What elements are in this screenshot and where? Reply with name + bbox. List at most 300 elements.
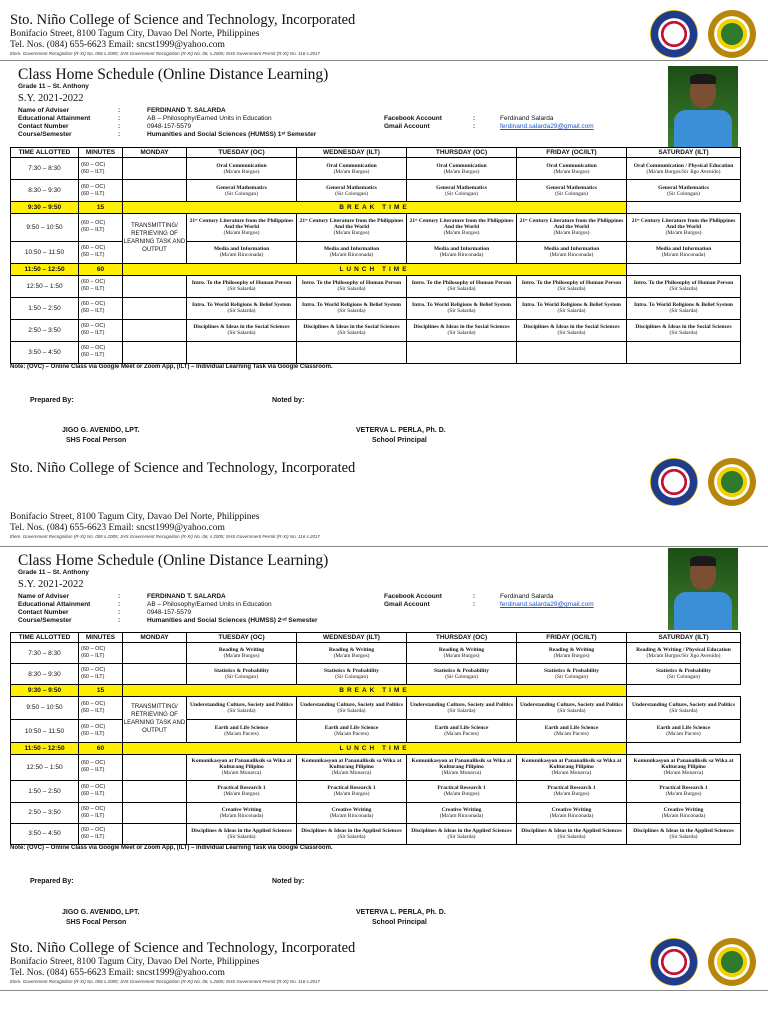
teacher-name: (Ma'am Burgos) <box>665 791 702 798</box>
subject-name: Intro. To the Philosophy of Human Person <box>301 280 402 287</box>
class-cell <box>627 754 741 781</box>
class-cell <box>407 158 517 180</box>
section-name: Grade 11 – St. Anthony <box>18 569 89 576</box>
teacher-name: (Ma'am Burgos) <box>553 653 590 660</box>
subject-name: Disciplines & Ideas in the Applied Sciences <box>411 827 512 834</box>
colon: : <box>473 601 476 608</box>
subject-name: Oral Communication <box>216 162 267 169</box>
monday-cell <box>123 664 187 685</box>
subject-name: General Mathematics <box>326 184 377 191</box>
school-year: S.Y. 2021-2022 <box>18 93 84 104</box>
class-cell <box>297 319 407 341</box>
table-row <box>11 319 741 341</box>
header-divider <box>0 60 768 61</box>
schedule-title: Class Home Schedule (Online Distance Learning) <box>18 66 329 83</box>
minutes-cell <box>79 341 123 363</box>
teacher-name: (Ma'am Monarca) <box>551 770 592 777</box>
lunch-row <box>11 743 741 754</box>
class-cell <box>187 781 297 802</box>
minutes-cell <box>79 696 123 719</box>
table-row <box>11 664 741 685</box>
class-cell <box>407 275 517 297</box>
column-header: THURSDAY (OC) <box>407 633 517 643</box>
subject-name: General Mathematics <box>216 184 267 191</box>
subject-name: Oral Communication <box>436 162 487 169</box>
column-header: TIME ALLOTTED <box>11 633 79 643</box>
teacher-name: (Sir Salarda) <box>447 330 476 337</box>
class-cell <box>517 664 627 685</box>
teacher-name: (Sir Salarda) <box>557 286 586 293</box>
class-cell <box>517 213 627 241</box>
minutes-ilt: (60 – ILT) <box>81 812 105 819</box>
class-cell <box>627 341 741 363</box>
class-cell <box>627 213 741 241</box>
class-cell <box>187 696 297 719</box>
subject-name: Creative Writing <box>551 806 592 813</box>
time-cell: 10:50 – 11:50 <box>11 241 79 263</box>
minutes-cell <box>79 158 123 180</box>
school-seal-icon <box>708 458 756 506</box>
minutes-oc: (60 – OC) <box>81 667 106 674</box>
time-cell: 12:50 – 1:50 <box>11 275 79 297</box>
colon: : <box>473 123 476 130</box>
class-cell <box>517 180 627 202</box>
teacher-name: (Sir Colongan) <box>667 190 700 197</box>
colon: : <box>118 609 121 616</box>
subject-name: 21ˢᵗ Century Literature from the Philippines And the World <box>409 218 514 231</box>
minutes-ilt: (60 – ILT) <box>81 286 105 293</box>
colon: : <box>118 123 121 130</box>
minutes-oc: (60 – OC) <box>81 724 106 731</box>
break-label: BREAK TIME <box>123 685 627 696</box>
subject-name: Earth and Life Science <box>544 725 599 732</box>
minutes-cell <box>79 275 123 297</box>
teacher-name: (Sir Salarda) <box>669 330 698 337</box>
advisor-gmail-link[interactable]: ferdinand.salarda29@gmail.com <box>500 601 594 608</box>
teacher-name: (Sir Salarda) <box>447 833 476 840</box>
minutes-oc: (60 – OC) <box>81 826 106 833</box>
monday-cell <box>123 341 187 363</box>
minutes-oc: (60 – OC) <box>81 760 106 767</box>
class-cell <box>187 297 297 319</box>
teacher-name: (Ma'am Rinconada) <box>329 252 374 259</box>
teacher-name: (Sir Salarda) <box>227 330 256 337</box>
class-cell <box>187 158 297 180</box>
column-header: MONDAY <box>123 633 187 643</box>
subject-name: Earth and Life Science <box>214 725 269 732</box>
subject-name: Media and Information <box>655 246 712 253</box>
teacher-name: (Ma'am Burgos) <box>553 230 590 237</box>
class-cell <box>187 275 297 297</box>
colon: : <box>473 115 476 122</box>
lunch-row <box>11 263 741 275</box>
class-cell <box>627 696 741 719</box>
subject-name: Intro. To World Religions & Belief System <box>192 302 291 309</box>
class-cell <box>517 643 627 664</box>
teacher-name: (Sir Salarda) <box>557 707 586 714</box>
class-cell <box>627 297 741 319</box>
teacher-name: (Ma'am Burgos) <box>443 230 480 237</box>
table-row <box>11 643 741 664</box>
teacher-name: (Sir Colongan) <box>335 190 368 197</box>
time-cell: 7:30 – 8:30 <box>11 158 79 180</box>
class-cell <box>297 341 407 363</box>
class-cell <box>407 213 517 241</box>
course-semester: Humanities and Social Sciences (HUMSS) 2ⁿᵈ Semester <box>147 617 318 624</box>
section-name: Grade 11 – St. Anthony <box>18 83 89 90</box>
table-row <box>11 180 741 202</box>
class-cell <box>407 754 517 781</box>
class-cell <box>297 754 407 781</box>
minutes-cell <box>79 319 123 341</box>
teacher-name: (Ma'am Rinconada) <box>661 252 706 259</box>
subject-name: Statistics & Probability <box>324 668 379 675</box>
class-cell <box>187 802 297 823</box>
subject-name: General Mathematics <box>436 184 487 191</box>
minutes-cell: 60 <box>79 263 123 275</box>
table-row <box>11 213 741 241</box>
class-cell <box>517 158 627 180</box>
time-cell: 8:30 – 9:30 <box>11 180 79 202</box>
preparer-name: JIGO G. AVENIDO, LPT. <box>62 909 140 916</box>
minutes-cell <box>79 802 123 823</box>
noted-by-label: Noted by: <box>272 878 305 885</box>
course-semester: Humanities and Social Sciences (HUMSS) 1ˢᵗ Semester <box>147 131 317 138</box>
class-cell <box>187 213 297 241</box>
table-row <box>11 823 741 844</box>
table-row <box>11 781 741 802</box>
class-cell <box>297 158 407 180</box>
subject-name: Disciplines & Ideas in the Social Sciences <box>635 324 732 331</box>
class-cell <box>297 180 407 202</box>
subject-name: Reading & Writing <box>438 647 485 654</box>
minutes-oc: (60 – OC) <box>81 245 106 252</box>
advisor-contact: 0948-157-5579 <box>147 123 192 130</box>
school-name: Sto. Niño College of Science and Technology, Incorporated <box>10 12 356 28</box>
time-cell: 9:50 – 10:50 <box>11 213 79 241</box>
minutes-ilt: (60 – ILT) <box>81 674 105 681</box>
subject-name: Creative Writing <box>221 806 262 813</box>
class-cell <box>297 823 407 844</box>
monday-cell <box>123 297 187 319</box>
minutes-cell: 60 <box>79 743 123 754</box>
subject-name: Creative Writing <box>331 806 372 813</box>
table-header-row <box>11 148 741 158</box>
subject-name: Komunikasyon at Pananaliksik sa Wika at Kulturang Pilipino <box>301 758 402 771</box>
class-cell <box>407 241 517 263</box>
table-row <box>11 802 741 823</box>
school-header-2-address <box>10 512 758 540</box>
noter-title: School Principal <box>372 919 427 926</box>
subject-name: Intro. To the Philosophy of Human Person <box>191 280 292 287</box>
class-cell <box>517 802 627 823</box>
class-cell <box>627 319 741 341</box>
class-cell <box>627 802 741 823</box>
class-cell <box>297 781 407 802</box>
school-recognition: Elem. Government Recognition (R-XI) No. 006 s.2005; JHS Government Recognition (R-XI) No. 06, s.2005; SHS Government Permit (R-XI) No. 116 s.2017 <box>10 534 321 539</box>
teacher-name: (Sir Colongan) <box>225 190 258 197</box>
class-cell <box>187 719 297 742</box>
class-cell <box>407 823 517 844</box>
preparer-title: SHS Focal Person <box>66 919 127 926</box>
class-cell <box>407 319 517 341</box>
class-cell <box>627 241 741 263</box>
minutes-cell: 15 <box>79 685 123 696</box>
table-row <box>11 158 741 180</box>
school-recognition: Elem. Government Recognition (R-XI) No. 006 s.2005; JHS Government Recognition (R-XI) No. 06, s.2005; SHS Government Permit (R-XI) No. 116 s.2017 <box>10 979 321 984</box>
minutes-cell <box>79 180 123 202</box>
teacher-name: (Ma'am Rinconada) <box>219 252 264 259</box>
minutes-oc: (60 – OC) <box>81 161 106 168</box>
subject-name: Understanding Culture, Society and Politics <box>299 701 404 708</box>
teacher-name: (Ma'am Rinconada) <box>439 252 484 259</box>
teacher-name: (Ma'am Rinconada) <box>661 812 706 819</box>
school-address: Bonifacio Street, 8100 Tagum City, Davao Del Norte, Philippines <box>10 512 260 522</box>
teacher-name: (Ma'am Burgos) <box>333 791 370 798</box>
teacher-name: (Sir Salarda) <box>669 286 698 293</box>
class-cell <box>297 643 407 664</box>
class-cell <box>297 802 407 823</box>
school-name: Sto. Niño College of Science and Technology, Incorporated <box>10 460 356 476</box>
time-cell: 9:30 – 9:50 <box>11 685 79 696</box>
class-cell <box>517 719 627 742</box>
noted-by-label: Noted by: <box>272 397 305 404</box>
class-cell <box>407 664 517 685</box>
class-cell <box>187 319 297 341</box>
minutes-ilt: (60 – ILT) <box>81 767 105 774</box>
teacher-name: (Sir Colongan) <box>667 674 700 681</box>
class-cell <box>407 180 517 202</box>
colon: : <box>118 107 121 114</box>
colon: : <box>118 593 121 600</box>
teacher-name: (Sir Colongan) <box>445 674 478 681</box>
advisor-gmail-link[interactable]: ferdinand.salarda29@gmail.com <box>500 123 594 130</box>
class-cell <box>297 664 407 685</box>
class-cell <box>627 781 741 802</box>
class-cell <box>517 319 627 341</box>
time-cell: 8:30 – 9:30 <box>11 664 79 685</box>
minutes-oc: (60 – OC) <box>81 220 106 227</box>
teacher-name: (Ma'am Monarca) <box>221 770 262 777</box>
class-cell <box>407 781 517 802</box>
minutes-ilt: (60 – ILT) <box>81 168 105 175</box>
class-cell <box>517 696 627 719</box>
minutes-ilt: (60 – ILT) <box>81 352 105 359</box>
minutes-oc: (60 – OC) <box>81 805 106 812</box>
subject-name: 21ˢᵗ Century Literature from the Philippines And the World <box>299 218 404 231</box>
column-header: THURSDAY (OC) <box>407 148 517 158</box>
minutes-ilt: (60 – ILT) <box>81 833 105 840</box>
table-header-row <box>11 633 741 643</box>
subject-name: Reading & Writing <box>218 647 265 654</box>
class-cell <box>407 297 517 319</box>
subject-name: Practical Research 1 <box>437 785 486 792</box>
subject-name: Reading & Writing / Physical Education <box>636 647 731 654</box>
subject-name: Disciplines & Ideas in the Social Sciences <box>193 324 290 331</box>
class-cell <box>187 823 297 844</box>
column-header: SATURDAY (ILT) <box>627 633 741 643</box>
time-cell: 2:50 – 3:50 <box>11 802 79 823</box>
teacher-name: (Ma'am Pacres) <box>554 731 589 738</box>
subject-name: Media and Information <box>323 246 380 253</box>
teacher-name: (Ma'am Burgos) <box>553 168 590 175</box>
subject-name: Understanding Culture, Society and Politics <box>189 701 294 708</box>
teacher-name: (Sir Colongan) <box>555 190 588 197</box>
subject-name: 21ˢᵗ Century Literature from the Philippines And the World <box>631 218 736 231</box>
minutes-oc: (60 – OC) <box>81 301 106 308</box>
minutes-ilt: (60 – ILT) <box>81 707 105 714</box>
monday-cell <box>123 823 187 844</box>
school-seal-icon <box>708 938 756 986</box>
minutes-oc: (60 – OC) <box>81 784 106 791</box>
teacher-name: (Sir Salarda) <box>337 707 366 714</box>
subject-name: Statistics & Probability <box>544 668 599 675</box>
label-contact: Contact Number <box>18 609 69 616</box>
advisor-photo <box>668 548 738 630</box>
teacher-name: (Sir Salarda) <box>337 833 366 840</box>
teacher-name: (Ma'am Monarca) <box>441 770 482 777</box>
teacher-name: (Sir Salarda) <box>337 308 366 315</box>
subject-name: Practical Research 1 <box>659 785 708 792</box>
minutes-cell <box>79 823 123 844</box>
teacher-name: (Ma'am Pacres) <box>224 731 259 738</box>
time-cell: 1:50 – 2:50 <box>11 297 79 319</box>
class-cell <box>407 696 517 719</box>
teacher-name: (Ma'am Pacres) <box>444 731 479 738</box>
monday-cell <box>123 643 187 664</box>
advisor-name: FERDINAND T. SALARDA <box>147 107 226 114</box>
class-cell <box>187 341 297 363</box>
subject-name: Oral Communication / Physical Education <box>633 162 734 169</box>
subject-name: Intro. To World Religions & Belief System <box>412 302 511 309</box>
monday-cell <box>123 319 187 341</box>
advisor-facebook: Ferdinand Salarda <box>500 115 554 122</box>
teacher-name: (Sir Salarda) <box>227 707 256 714</box>
class-cell <box>187 664 297 685</box>
subject-name: Intro. To the Philosophy of Human Person <box>633 280 734 287</box>
advisor-name: FERDINAND T. SALARDA <box>147 593 226 600</box>
time-cell: 11:50 – 12:50 <box>11 743 79 754</box>
teacher-name: (Ma'am Burgos/Sir Jigo Avenido) <box>646 168 721 175</box>
table-row <box>11 719 741 742</box>
teacher-name: (Ma'am Burgos) <box>223 791 260 798</box>
teacher-name: (Sir Salarda) <box>227 833 256 840</box>
monday-cell <box>123 180 187 202</box>
school-address: Bonifacio Street, 8100 Tagum City, Davao Del Norte, Philippines <box>10 29 260 39</box>
subject-name: Intro. To World Religions & Belief System <box>522 302 621 309</box>
minutes-oc: (60 – OC) <box>81 646 106 653</box>
class-cell <box>517 781 627 802</box>
subject-name: Creative Writing <box>663 806 704 813</box>
subject-name: Understanding Culture, Society and Politics <box>519 701 624 708</box>
noter-name: VETERVA L. PERLA, Ph. D. <box>356 427 446 434</box>
teacher-name: (Ma'am Rinconada) <box>549 252 594 259</box>
teacher-name: (Ma'am Burgos) <box>223 230 260 237</box>
teacher-name: (Ma'am Rinconada) <box>329 812 374 819</box>
school-contact: Tel. Nos. (084) 655-6623 Email: sncst1999@yahoo.com <box>10 968 225 978</box>
subject-name: Statistics & Probability <box>434 668 489 675</box>
teacher-name: (Sir Colongan) <box>445 190 478 197</box>
teacher-name: (Sir Salarda) <box>447 286 476 293</box>
column-header: TUESDAY (OC) <box>187 633 297 643</box>
colon: : <box>118 131 121 138</box>
subject-name: Media and Information <box>213 246 270 253</box>
teacher-name: (Sir Colongan) <box>225 674 258 681</box>
teacher-name: (Sir Salarda) <box>337 330 366 337</box>
class-cell <box>627 180 741 202</box>
class-cell <box>627 275 741 297</box>
monday-cell <box>123 781 187 802</box>
minutes-ilt: (60 – ILT) <box>81 791 105 798</box>
class-cell <box>517 275 627 297</box>
prepared-by-label: Prepared By: <box>30 878 74 885</box>
subject-name: Earth and Life Science <box>324 725 379 732</box>
class-cell <box>187 180 297 202</box>
column-header: FRIDAY (OC/ILT) <box>517 633 627 643</box>
subject-name: Media and Information <box>433 246 490 253</box>
minutes-oc: (60 – OC) <box>81 279 106 286</box>
break-row <box>11 202 741 214</box>
minutes-oc: (60 – OC) <box>81 345 106 352</box>
deped-seal-icon <box>650 10 698 58</box>
teacher-name: (Ma'am Rinconada) <box>439 812 484 819</box>
minutes-ilt: (60 – ILT) <box>81 731 105 738</box>
time-cell: 1:50 – 2:50 <box>11 781 79 802</box>
time-cell: 3:50 – 4:50 <box>11 823 79 844</box>
school-seal-icon <box>708 10 756 58</box>
teacher-name: (Ma'am Burgos) <box>223 653 260 660</box>
teacher-name: (Ma'am Rinconada) <box>549 812 594 819</box>
subject-name: 21ˢᵗ Century Literature from the Philippines And the World <box>189 218 294 231</box>
advisor-attainment: AB – Philosophy/Earned Units in Education <box>147 601 272 608</box>
monday-cell <box>123 158 187 180</box>
subject-name: Komunikasyon at Pananaliksik sa Wika at Kulturang Pilipino <box>191 758 292 771</box>
teacher-name: (Ma'am Burgos) <box>443 168 480 175</box>
teacher-name: (Ma'am Burgos) <box>553 791 590 798</box>
school-address: Bonifacio Street, 8100 Tagum City, Davao Del Norte, Philippines <box>10 957 260 967</box>
column-header: WEDNESDAY (ILT) <box>297 148 407 158</box>
class-cell <box>297 275 407 297</box>
teacher-name: (Ma'am Burgos) <box>223 168 260 175</box>
advisor-contact: 0948-157-5579 <box>147 609 192 616</box>
monday-cell <box>123 275 187 297</box>
subject-name: Earth and Life Science <box>656 725 711 732</box>
minutes-cell <box>79 213 123 241</box>
column-header: FRIDAY (OC/ILT) <box>517 148 627 158</box>
class-cell <box>187 754 297 781</box>
minutes-cell <box>79 241 123 263</box>
subject-name: Reading & Writing <box>328 647 375 654</box>
school-contact: Tel. Nos. (084) 655-6623 Email: sncst1999@yahoo.com <box>10 523 225 533</box>
class-cell <box>187 241 297 263</box>
table-row <box>11 754 741 781</box>
monday-task-cell: TRANSMITTING/ RETRIEVING OF LEARNING TASK AND OUTPUT <box>123 213 187 263</box>
school-contact: Tel. Nos. (084) 655-6623 Email: sncst1999@yahoo.com <box>10 40 225 50</box>
preparer-title: SHS Focal Person <box>66 437 127 444</box>
column-header: TIME ALLOTTED <box>11 148 79 158</box>
class-cell <box>627 719 741 742</box>
class-cell <box>627 664 741 685</box>
teacher-name: (Sir Salarda) <box>227 286 256 293</box>
advisor-block <box>18 107 618 141</box>
column-header: MINUTES <box>79 148 123 158</box>
advisor-block <box>18 593 618 627</box>
minutes-cell: 15 <box>79 202 123 214</box>
teacher-name: (Ma'am Burgos) <box>333 653 370 660</box>
class-cell <box>297 213 407 241</box>
time-cell: 9:50 – 10:50 <box>11 696 79 719</box>
minutes-ilt: (60 – ILT) <box>81 227 105 234</box>
